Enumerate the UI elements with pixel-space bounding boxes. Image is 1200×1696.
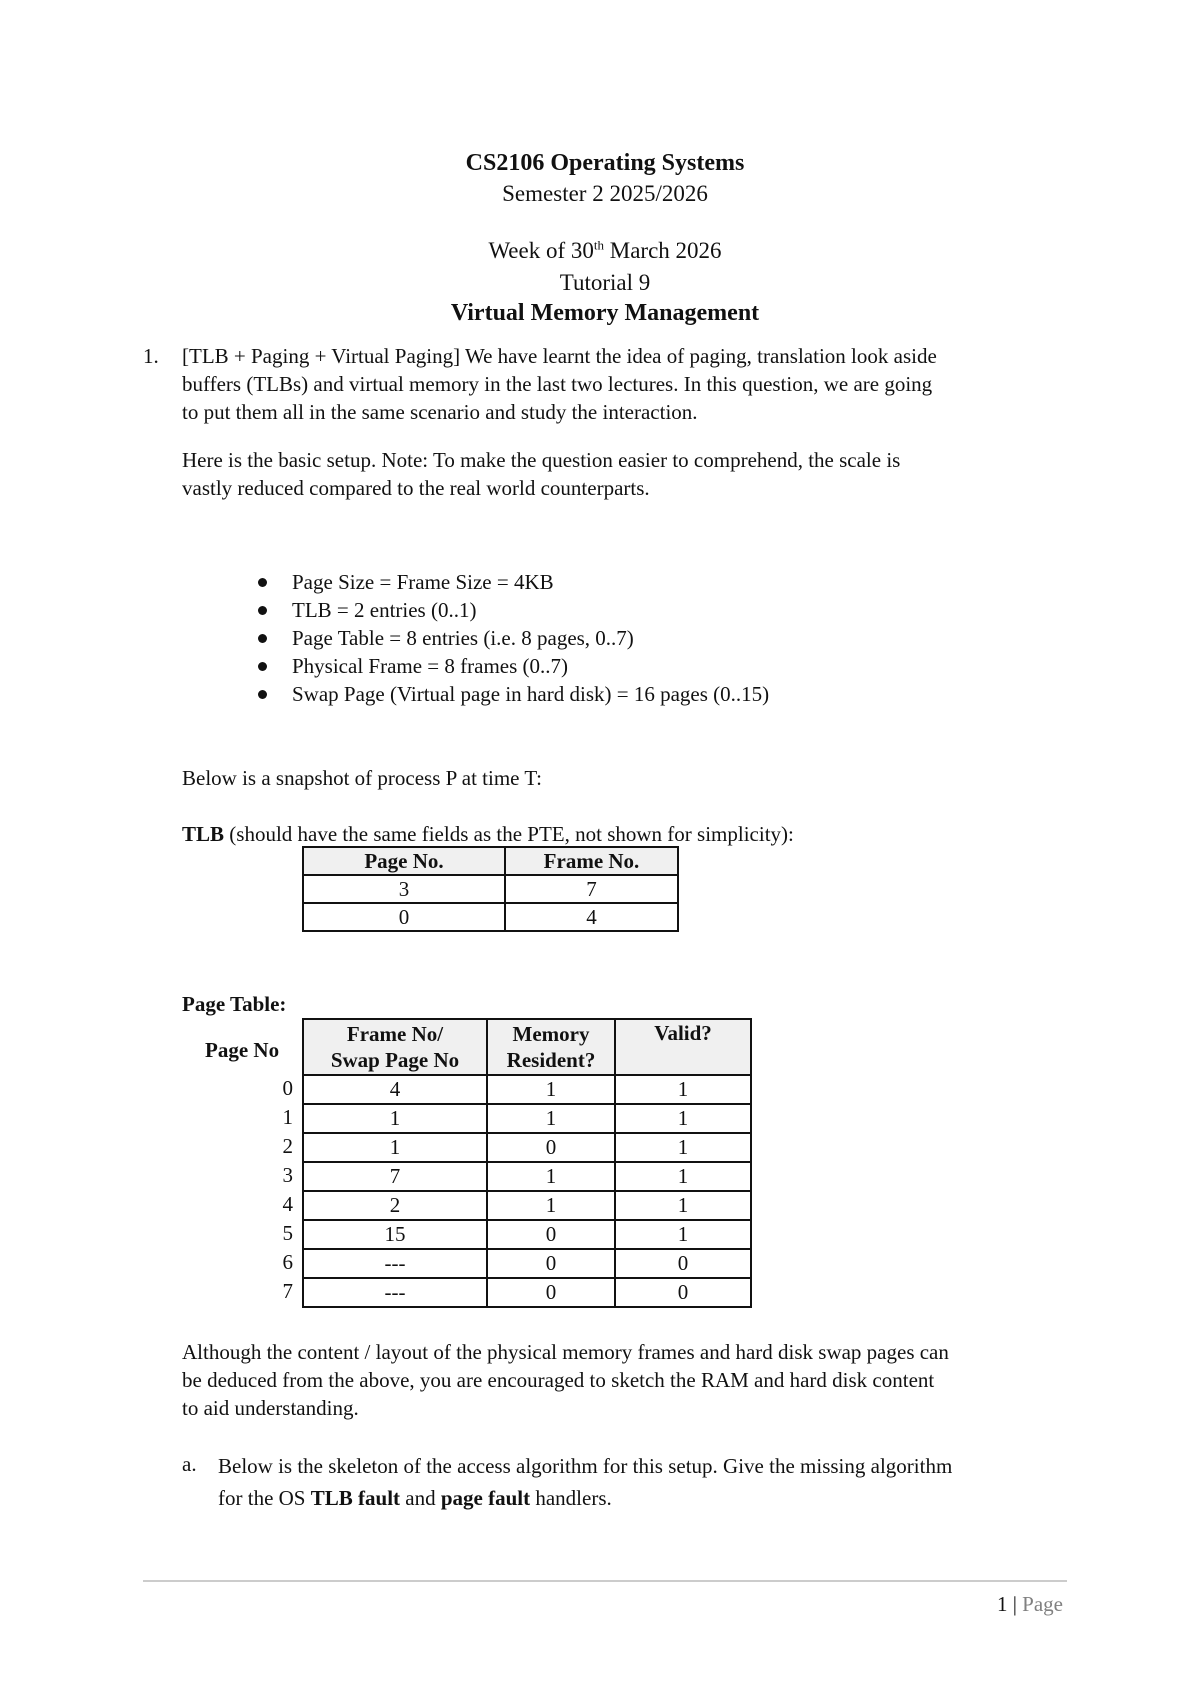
valid-header: Valid? — [615, 1019, 751, 1075]
intro-paragraph — [182, 342, 1082, 426]
week-sup: th — [593, 237, 605, 253]
intro-line: [TLB + Paging + Virtual Paging] We have learnt the idea of paging, translation look aside — [182, 344, 937, 368]
table-cell: 1 — [615, 1162, 751, 1191]
tlb-cell: 3 — [303, 875, 505, 903]
table-cell: 0 — [487, 1220, 615, 1249]
footer-divider — [143, 1580, 1067, 1582]
after-line: Although the content / layout of the physical memory frames and hard disk swap pages can — [182, 1340, 949, 1364]
bullet-icon — [258, 662, 267, 671]
page-table-label: Page Table: — [182, 992, 287, 1016]
topic-title: Virtual Memory Management — [450, 300, 760, 326]
page-number: 0 — [282, 1076, 293, 1100]
tlb-cell: 0 — [303, 903, 505, 931]
setup-line: vastly reduced compared to the real world counterparts. — [182, 476, 650, 500]
table-cell: 2 — [303, 1191, 487, 1220]
table-cell: 7 — [303, 1162, 487, 1191]
page-number: 3 — [282, 1163, 293, 1187]
tlb-note: (should have the same fields as the PTE, not shown for simplicity): — [224, 822, 794, 846]
page-number: 7 — [282, 1279, 293, 1303]
after-line: to aid understanding. — [182, 1396, 359, 1420]
page-number: 2 — [282, 1134, 293, 1158]
page-number: 1 — [282, 1105, 293, 1129]
setup-line: Here is the basic setup. Note: To make the question easier to comprehend, the scale is — [182, 448, 901, 472]
page-number: 6 — [282, 1250, 293, 1274]
week-line — [0, 238, 1200, 264]
table-cell: 0 — [615, 1249, 751, 1278]
table-cell: 1 — [615, 1191, 751, 1220]
table-cell: --- — [303, 1249, 487, 1278]
course-title: CS2106 Operating Systems — [465, 150, 745, 176]
page-word: Page — [1022, 1592, 1063, 1616]
after-paragraph — [182, 1338, 1092, 1422]
table-cell: 0 — [615, 1278, 751, 1307]
part-a-text — [218, 1450, 1098, 1514]
table-row — [303, 1075, 751, 1104]
tutorial-number: Tutorial 9 — [559, 270, 651, 295]
table-row — [303, 1162, 751, 1191]
table-cell: --- — [303, 1278, 487, 1307]
table-cell: 0 — [487, 1133, 615, 1162]
table-cell: 1 — [487, 1162, 615, 1191]
bullet-icon — [258, 634, 267, 643]
bullet-item: Page Table = 8 entries (i.e. 8 pages, 0..7) — [292, 626, 634, 650]
bullet-item: Page Size = Frame Size = 4KB — [292, 570, 554, 594]
bullet-icon — [258, 606, 267, 615]
page-footer — [997, 1590, 1063, 1618]
text-span: and — [400, 1486, 441, 1510]
table-cell: 1 — [615, 1133, 751, 1162]
table-cell: 0 — [487, 1249, 615, 1278]
page-number-footer: 1 — [996, 1592, 1008, 1616]
snapshot-text: Below is a snapshot of process P at time T: — [182, 766, 542, 790]
question-number: 1. — [143, 344, 159, 368]
bullet-item: Swap Page (Virtual page in hard disk) = 16 pages (0..15) — [292, 682, 770, 706]
table-row — [303, 1249, 751, 1278]
header-line: Swap Page No — [330, 1048, 460, 1072]
table-cell: 1 — [303, 1133, 487, 1162]
table-cell: 1 — [615, 1075, 751, 1104]
tlb-header-page: Page No. — [303, 847, 505, 875]
text-span: handlers. — [530, 1486, 612, 1510]
text-span: for the OS — [218, 1486, 311, 1510]
table-row — [303, 1278, 751, 1307]
table-cell: 1 — [615, 1104, 751, 1133]
header-line: Frame No/ — [346, 1022, 444, 1046]
tlb-cell: 4 — [505, 903, 678, 931]
header-line: Resident? — [506, 1048, 596, 1072]
page-number: 5 — [282, 1221, 293, 1245]
table-cell: 1 — [615, 1220, 751, 1249]
footer-separator: | — [1007, 1592, 1023, 1616]
semester: Semester 2 2025/2026 — [502, 181, 708, 206]
page-no-header: Page No — [205, 1038, 280, 1062]
bullet-item: Physical Frame = 8 frames (0..7) — [292, 654, 569, 678]
frame-no-header — [303, 1019, 487, 1075]
part-a-letter: a. — [182, 1452, 197, 1476]
intro-line: buffers (TLBs) and virtual memory in the last two lectures. In this question, we are going — [182, 372, 933, 396]
table-row — [303, 1104, 751, 1133]
table-cell: 1 — [487, 1075, 615, 1104]
after-line: be deduced from the above, you are encouraged to sketch the RAM and hard disk content — [182, 1368, 935, 1392]
table-row — [303, 875, 678, 903]
tlb-caption — [182, 820, 794, 848]
table-cell: 1 — [303, 1104, 487, 1133]
tlb-header-frame: Frame No. — [505, 847, 678, 875]
tlb-cell: 7 — [505, 875, 678, 903]
bullet-item: TLB = 2 entries (0..1) — [292, 598, 477, 622]
tlb-fault-term: TLB fault — [310, 1486, 401, 1510]
week-prefix: Week of 30 — [488, 238, 594, 263]
table-row — [303, 1133, 751, 1162]
table-cell: 4 — [303, 1075, 487, 1104]
table-row — [303, 903, 678, 931]
week-suffix: March 2026 — [604, 238, 722, 263]
intro-line: to put them all in the same scenario and study the interaction. — [182, 400, 698, 424]
table-cell: 15 — [303, 1220, 487, 1249]
table-row — [303, 1220, 751, 1249]
part-a-line — [218, 1482, 1098, 1514]
table-cell: 1 — [487, 1104, 615, 1133]
table-cell: 1 — [487, 1191, 615, 1220]
tlb-label: TLB — [182, 822, 225, 846]
setup-paragraph — [182, 446, 1082, 502]
memory-resident-header — [487, 1019, 615, 1075]
header-line: Memory — [512, 1022, 590, 1046]
table-row — [303, 1191, 751, 1220]
page-table — [302, 1018, 752, 1308]
bullet-icon — [258, 690, 267, 699]
page-number: 4 — [282, 1192, 293, 1216]
table-cell: 0 — [487, 1278, 615, 1307]
tlb-table — [302, 846, 679, 932]
bullet-icon — [258, 578, 267, 587]
page-fault-term: page fault — [440, 1486, 531, 1510]
part-a-line: Below is the skeleton of the access algorithm for this setup. Give the missing algorithm — [218, 1454, 953, 1478]
